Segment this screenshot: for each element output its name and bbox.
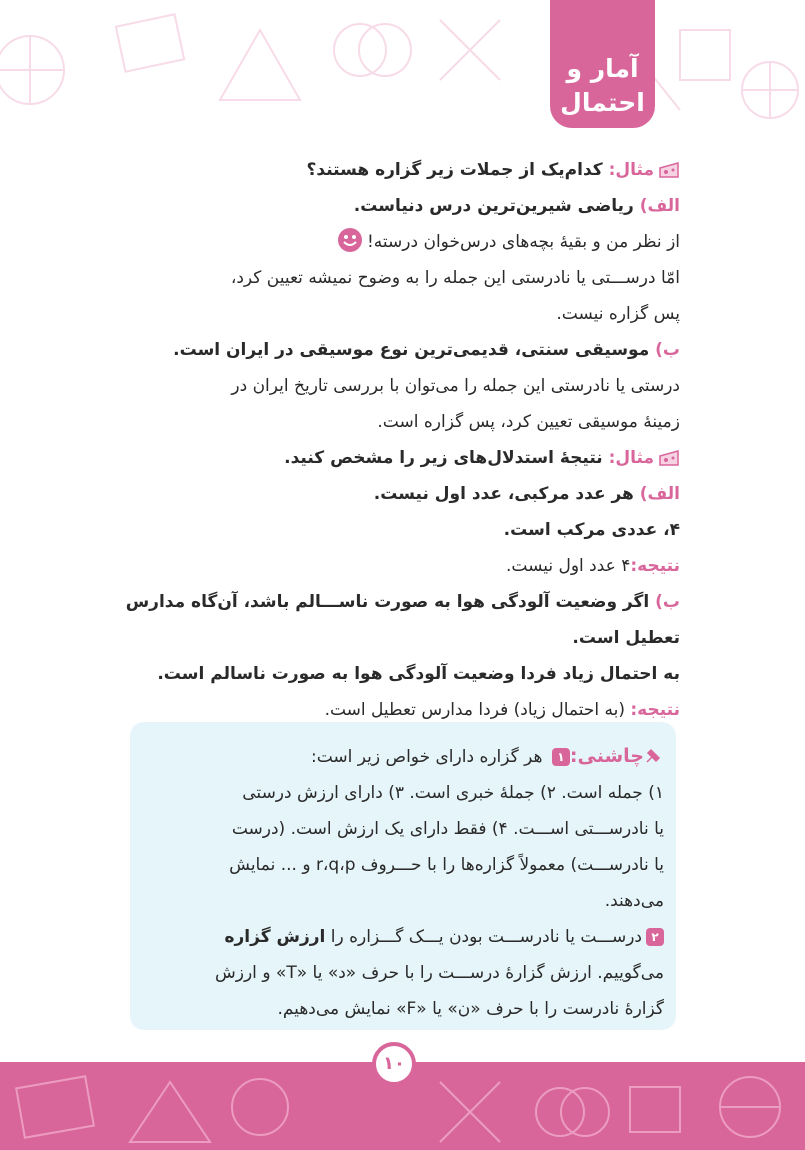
alef1-line2: امّا درســـتی یا نادرستی این جمله را به وضوح نمیشه تعیین کرد، (230, 268, 680, 288)
chapter-tab-line2: احتمال (560, 88, 645, 117)
tip-p2-line1a: درســـت یا نادرســـت بودن یـــک گـــزاره را (330, 927, 642, 947)
alef1-line3: پس گزاره نیست. (556, 304, 680, 324)
chapter-tab (550, 0, 655, 128)
alef2-result-label: نتیجه: (630, 556, 680, 576)
chapter-tab-line1: آمار و (566, 54, 639, 83)
tip-p1-line1: هر گزاره دارای خواص زیر است: (311, 747, 543, 767)
tip-p2-line2: می‌گوییم. ارزش گزارهٔ درســـت را با حرف «د» یا «T» و ارزش (215, 963, 664, 983)
tip-number-2: ۲ (646, 928, 664, 946)
be2-result-label: نتیجه: (630, 700, 680, 720)
alef2-label: الف) (639, 484, 680, 504)
alef1-heading (128, 188, 680, 224)
tip-line1 (146, 738, 664, 775)
top-decoration (0, 0, 805, 140)
alef2-result-text: ۴ عدد اول نیست. (505, 556, 631, 576)
be1-line2: زمینهٔ موسیقی تعیین کرد، پس گزاره است. (377, 412, 680, 432)
alef2-result (128, 548, 680, 584)
be1-label: ب) (655, 340, 680, 360)
be1-line1: درستی یا نادرستی این جمله را می‌توان با بررسی تاریخ ایران در (231, 376, 680, 396)
example2-heading (128, 440, 680, 476)
smiley-icon (337, 227, 363, 253)
be2-text1: اگر وضعیت آلودگی هوا به صورت ناســـالم باشد، آن‌گاه مدارس (125, 592, 650, 612)
alef1-line1-text: از نظر من و بقیهٔ بچه‌های درس‌خوان درسته! (366, 232, 680, 252)
example2-label: مثال: (608, 448, 654, 468)
tip-p1-line5: می‌دهند. (604, 891, 664, 911)
tip-content (146, 738, 664, 1027)
tip-p1-line4: یا نادرســـت) معمولاً گزاره‌ها را با حـــروف r،q،p و ... نمایش (229, 855, 664, 875)
cheese-icon (658, 449, 680, 467)
be2-line1: به احتمال زیاد فردا وضعیت آلودگی هوا به صورت ناسالم است. (157, 664, 680, 684)
be2-heading (125, 584, 680, 620)
tip-p1-line2: ۱) جمله است. ۲) جملهٔ خبری است. ۳) دارای ارزش درستی (242, 783, 664, 803)
be2-result-text: (به احتمال زیاد) فردا مدارس تعطیل است. (324, 700, 625, 720)
alef2-line1: ۴، عددی مرکب است. (503, 520, 680, 540)
example1-heading (128, 152, 680, 188)
tip-pin-icon (644, 745, 664, 765)
alef1-text: ریاضی شیرین‌ترین درس دنیاست. (353, 196, 634, 216)
tip-p2-line3: گزارهٔ نادرست را با حرف «ن» یا «F» نمایش می‌دهیم. (277, 999, 664, 1019)
tip-p2-bold: ارزش گزاره (224, 927, 326, 947)
tip-p2-line1 (146, 919, 664, 955)
example1-question: کدام‌یک از جملات زیر گزاره هستند؟ (306, 160, 603, 180)
be1-text: موسیقی سنتی، قدیمی‌ترین نوع موسیقی در ایران است. (173, 340, 650, 360)
example2-question: نتیجهٔ استدلال‌های زیر را مشخص کنید. (284, 448, 603, 468)
tip-title: چاشنی: (569, 745, 644, 767)
be2-text2: تعطیل است. (572, 628, 680, 648)
alef2-text: هر عدد مرکبی، عدد اول نیست. (373, 484, 634, 504)
example1-label: مثال: (608, 160, 654, 180)
cheese-icon (658, 161, 680, 179)
be2-label: ب) (655, 592, 680, 612)
tip-number-1: ۱ (552, 748, 570, 766)
alef1-line1 (128, 224, 680, 260)
tip-p1-line3: یا نادرســـتی اســـت. ۴) فقط دارای یک ارزش است. (درست (231, 819, 664, 839)
main-content (125, 152, 680, 728)
be1-heading (128, 332, 680, 368)
alef1-label: الف) (639, 196, 680, 216)
page-number: ۱۰ (372, 1042, 416, 1086)
alef2-heading (128, 476, 680, 512)
